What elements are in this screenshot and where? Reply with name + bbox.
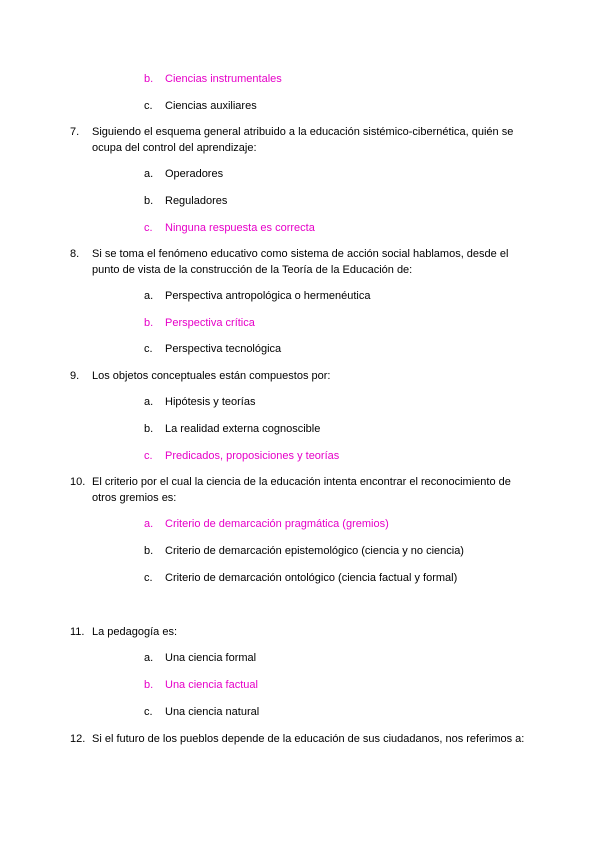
question-text: Siguiendo el esquema general atribuido a la educación sistémico-cibernética, quién se ocupa del control del aprendizaje:	[92, 126, 514, 154]
question-10	[70, 474, 526, 506]
q6-option-b: b. Ciencias instrumentales	[144, 73, 282, 85]
question-text: La pedagogía es:	[92, 626, 178, 638]
question-number: 11.	[70, 626, 85, 638]
q8-option-a: a. Perspectiva antropológica o hermenéutica	[144, 290, 371, 302]
q9-option-a: a. Hipótesis y teorías	[144, 396, 256, 408]
question-number: 8.	[70, 248, 80, 260]
question-text: Si el futuro de los pueblos depende de la educación de sus ciudadanos, nos referimos a:	[92, 733, 525, 745]
q11-option-a: a. Una ciencia formal	[144, 652, 257, 664]
q10-option-c: c. Criterio de demarcación ontológico (ciencia factual y formal)	[144, 572, 458, 584]
question-number: 10.	[70, 476, 86, 488]
q11-option-c: c. Una ciencia natural	[144, 706, 260, 718]
q10-option-a: a. Criterio de demarcación pragmática (gremios)	[144, 518, 389, 530]
question-9	[70, 368, 526, 384]
q6-option-c: c. Ciencias auxiliares	[144, 100, 257, 112]
q9-option-b: b. La realidad externa cognoscible	[144, 423, 321, 435]
q7-option-a: a. Operadores	[144, 168, 224, 180]
question-text: Los objetos conceptuales están compuestos por:	[92, 370, 331, 382]
question-number: 9.	[70, 370, 80, 382]
q10-option-b: b. Criterio de demarcación epistemológico (ciencia y no ciencia)	[144, 545, 464, 557]
question-12	[70, 731, 526, 747]
question-7	[70, 124, 526, 156]
question-number: 12.	[70, 733, 86, 745]
q7-option-c: c. Ninguna respuesta es correcta	[144, 222, 315, 234]
q9-option-c: c. Predicados, proposiciones y teorías	[144, 450, 340, 462]
q11-option-b: b. Una ciencia factual	[144, 679, 258, 691]
question-text: El criterio por el cual la ciencia de la educación intenta encontrar el reconocimiento de otros gremios es:	[92, 476, 511, 504]
q8-option-b: b. Perspectiva crítica	[144, 317, 255, 329]
q8-option-c: c. Perspectiva tecnológica	[144, 343, 282, 355]
question-number: 7.	[70, 126, 80, 138]
q7-option-b: b. Reguladores	[144, 195, 228, 207]
question-8	[70, 246, 526, 278]
question-text: Si se toma el fenómeno educativo como sistema de acción social hablamos, desde el punto de vista de la construcción de la Teoría de la Educación de:	[92, 248, 509, 276]
question-11	[70, 624, 526, 640]
